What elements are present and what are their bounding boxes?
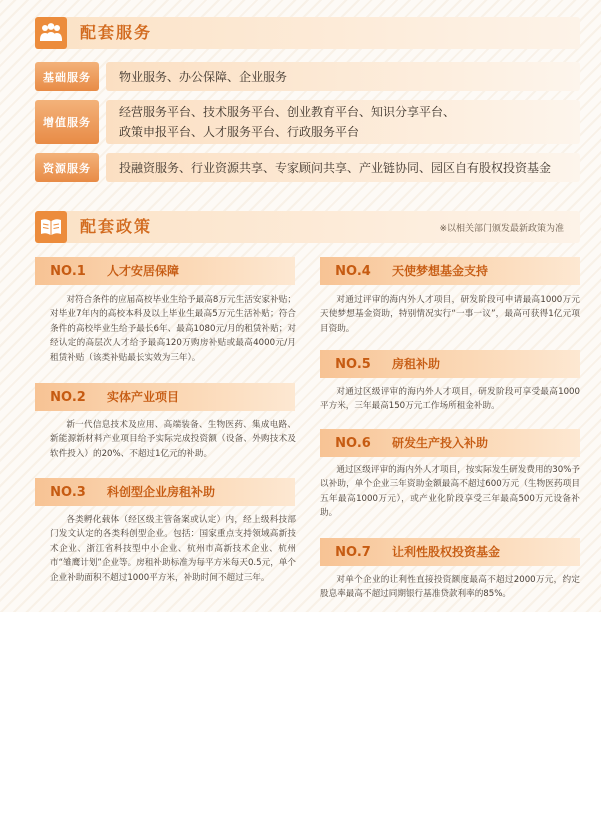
policy-title: 实体产业项目 xyxy=(107,390,180,404)
service-content xyxy=(106,153,580,182)
policies-note: ※以相关部门颁发最新政策为准 xyxy=(439,224,564,234)
open-book-icon xyxy=(35,211,67,243)
service-row-value-added xyxy=(35,100,580,144)
policy-title: 人才安居保障 xyxy=(107,264,180,278)
services-section-title: 配套服务 xyxy=(80,23,153,42)
service-line: 政策申报平台、人才服务平台、行政服务平台 xyxy=(119,125,360,139)
policy-title: 天使梦想基金支持 xyxy=(392,264,489,278)
policy-number: NO.2 xyxy=(35,383,101,411)
policy-number: NO.5 xyxy=(320,350,386,378)
policy-number: NO.3 xyxy=(35,478,101,506)
service-text xyxy=(119,102,455,142)
policy-number: NO.1 xyxy=(35,257,101,285)
policy-body: 对符合条件的应届高校毕业生给予最高8万元生活安家补贴；对毕业7年内的高校本科及以上毕业生最高5万元生活补贴；符合条件的高校毕业生给予最长6年、最高1080元/月的租赁补贴；对经认定的高层次人才给予最高120万购房补贴或最高4000元/月租赁补贴（该类补贴最长实效为三年）。 xyxy=(50,295,296,363)
policy-header-no5 xyxy=(320,350,580,378)
services-section-header xyxy=(35,17,580,49)
policy-title: 让利性股权投资基金 xyxy=(392,545,501,559)
policy-number: NO.7 xyxy=(320,538,386,566)
policies-section-title: 配套政策 xyxy=(80,217,153,236)
service-content xyxy=(106,62,580,91)
people-group-icon xyxy=(35,17,67,49)
policy-header-no6 xyxy=(320,429,580,457)
policies-section-header xyxy=(35,211,580,243)
service-tag: 资源服务 xyxy=(35,153,99,182)
service-tag: 增值服务 xyxy=(35,100,99,144)
policy-body: 对通过评审的海内外人才项目，研发阶段可申请最高1000万元天使梦想基金资助，特别情况实行“一事一议”，最高可获得1亿元项目资助。 xyxy=(320,295,580,334)
policy-body: 各类孵化载体（经区级主管备案或认定）内，经上级科技部门发文认定的各类科创型企业。包括：国家重点支持领域高新技术企业、浙江省科技型中小企业、杭州市高新技术企业、杭州市“雏鹰计划”企业等。房租补助标准为每平方米每天0.5元，单个企业补助面积不超过1000平方米，补助时间不超过三年。 xyxy=(50,515,297,583)
policy-title: 科创型企业房租补助 xyxy=(107,485,216,499)
policy-body: 新一代信息技术及应用、高端装备、生物医药、集成电路、新能源新材料产业项目给予实际完成投资额（设备、外购技术及软件投入）的20%、不超过1亿元的补助。 xyxy=(50,420,296,459)
service-tag: 基础服务 xyxy=(35,62,99,91)
policy-header-no4 xyxy=(320,257,580,285)
policy-body: 对通过区级评审的海内外人才项目，研发阶段可享受最高1000平方米，三年最高150万元工作场所租金补助。 xyxy=(320,387,580,412)
service-line: 投融资服务、行业资源共享、专家顾问共享、产业链协同、园区自有股权投资基金 xyxy=(119,160,552,175)
policy-header-no2 xyxy=(35,383,295,411)
service-line: 经营服务平台、技术服务平台、创业教育平台、知识分享平台、 xyxy=(119,105,456,119)
policy-header-no7 xyxy=(320,538,580,566)
policy-body: 通过区级评审的海内外人才项目，按实际发生研发费用的30%予以补助，单个企业三年资助金额最高不超过600万元（生物医药项目五年最高1000万元），或产业化阶段享受三年最高500万元设备补助。 xyxy=(320,465,580,519)
service-row-basic xyxy=(35,62,580,91)
service-text xyxy=(119,67,287,87)
policy-header-no3 xyxy=(35,478,295,506)
policy-title: 研发生产投入补助 xyxy=(392,436,489,450)
service-line: 物业服务、办公保障、企业服务 xyxy=(119,69,288,84)
policy-number: NO.4 xyxy=(320,257,386,285)
policy-number: NO.6 xyxy=(320,429,386,457)
policy-title: 房租补助 xyxy=(392,357,441,371)
policy-header-no1 xyxy=(35,257,295,285)
service-text xyxy=(119,158,551,178)
policy-body: 对单个企业的让利性直接投资额度最高不超过2000万元，约定股息率最高不超过同期银行基准贷款利率的85%。 xyxy=(320,575,580,600)
service-content xyxy=(106,100,580,144)
service-row-resource xyxy=(35,153,580,182)
